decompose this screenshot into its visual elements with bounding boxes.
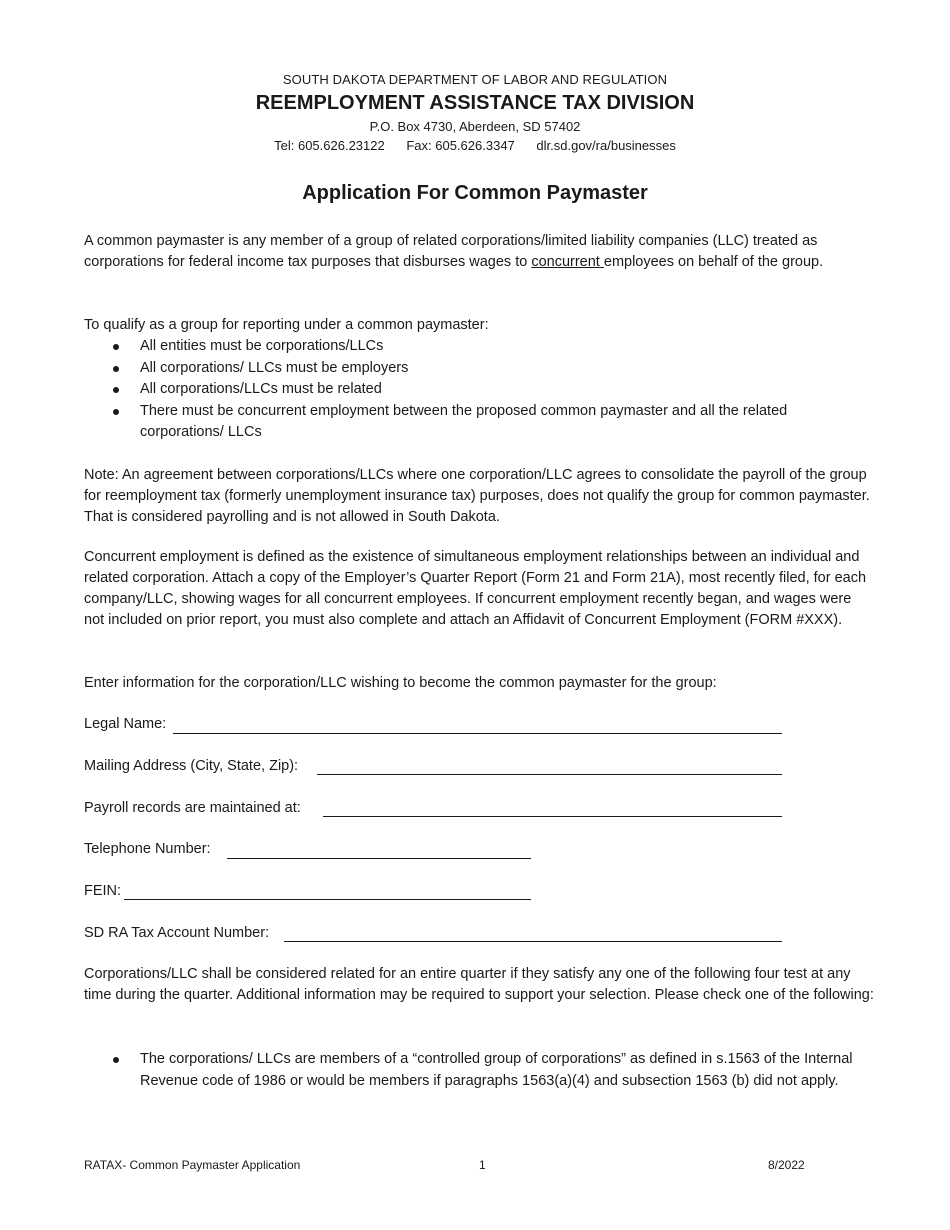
telephone-field[interactable] <box>227 858 531 859</box>
mailing-address-label: Mailing Address (City, State, Zip): <box>84 758 299 774</box>
concurrent-paragraph: Concurrent employment is defined as the existence of simultaneous employment relationships between an individual and related corporation. Attach a copy of the Employer’s Quarter Report (Form 21 and Form 21A), most recently filed, for each company/LLC, showing wages for all concurrent employees. If concurrent employment recently began, and wages were not included on prior report, you must also complete and attach an Affidavit of Concurrent Employment (FORM #XXX). <box>84 549 867 628</box>
payroll-records-label: Payroll records are maintained at: <box>84 800 301 816</box>
fein-label: FEIN: <box>84 883 122 899</box>
tests-list <box>84 1049 874 1092</box>
fax-text: Fax: 605.626.3347 <box>406 138 515 153</box>
account-number-field[interactable] <box>284 941 782 942</box>
list-item: All entities must be corporations/LLCs <box>84 336 874 358</box>
qualify-section <box>84 315 874 444</box>
payroll-records-field[interactable] <box>323 816 782 817</box>
division-name: REEMPLOYMENT ASSISTANCE TAX DIVISION <box>255 92 695 114</box>
intro-text: A common paymaster is any member of a group of related corporations/limited liability companies (LLC) treated as corporations for federal income tax purposes that disburses wages to <box>84 233 818 270</box>
qualify-lead: To qualify as a group for reporting under a common paymaster: <box>84 317 489 333</box>
related-paragraph: Corporations/LLC shall be considered related for an entire quarter if they satisfy any one of the following four test at any time during the quarter. Additional information may be required to support your selection. Please check one of the following: <box>84 966 874 1003</box>
list-item: The corporations/ LLCs are members of a “controlled group of corporations” as defined in s.1563 of the Internal Revenue code of 1986 or would be members if paragraphs 1563(a)(4) and subsection 1563 (b) did not apply. <box>84 1049 874 1092</box>
list-item: All corporations/LLCs must be related <box>84 379 874 401</box>
letterhead <box>0 71 950 156</box>
footer-form-name: RATAX- Common Paymaster Application <box>84 1158 301 1172</box>
contact-line <box>0 136 950 156</box>
list-item: There must be concurrent employment between the proposed common paymaster and all the related corporations/ LLCs <box>84 401 874 444</box>
legal-name-field[interactable] <box>173 733 782 734</box>
tests-section <box>84 1049 874 1092</box>
intro-underlined-word: concurrent <box>531 254 604 270</box>
note-paragraph: Note: An agreement between corporations/LLCs where one corporation/LLC agrees to consolidate the payroll of the group for reemployment tax (formerly unemployment insurance tax) purposes, does not qualify the group for common paymaster. That is considered payrolling and is not allowed in South Dakota. <box>84 467 870 525</box>
mailing-address: P.O. Box 4730, Aberdeen, SD 57402 <box>369 119 581 134</box>
list-item: All corporations/ LLCs must be employers <box>84 358 874 380</box>
footer-revision-date: 8/2022 <box>768 1158 805 1172</box>
website-text: dlr.sd.gov/ra/businesses <box>536 138 676 153</box>
mailing-address-field[interactable] <box>317 774 782 775</box>
form-title: Application For Common Paymaster <box>302 182 648 204</box>
account-number-label: SD RA Tax Account Number: <box>84 925 270 941</box>
qualify-list <box>84 336 874 444</box>
intro-text-end: employees on behalf of the group. <box>603 254 824 270</box>
footer-page-number: 1 <box>479 1158 486 1172</box>
fein-field[interactable] <box>124 899 531 900</box>
enter-info-text: Enter information for the corporation/LLC wishing to become the common paymaster for the group: <box>84 675 717 691</box>
telephone-label: Telephone Number: <box>84 841 211 857</box>
department-name: SOUTH DAKOTA DEPARTMENT OF LABOR AND REGULATION <box>282 72 668 87</box>
intro-paragraph <box>84 231 874 273</box>
legal-name-label: Legal Name: <box>84 716 167 732</box>
telephone-text: Tel: 605.626.23122 <box>274 138 385 153</box>
